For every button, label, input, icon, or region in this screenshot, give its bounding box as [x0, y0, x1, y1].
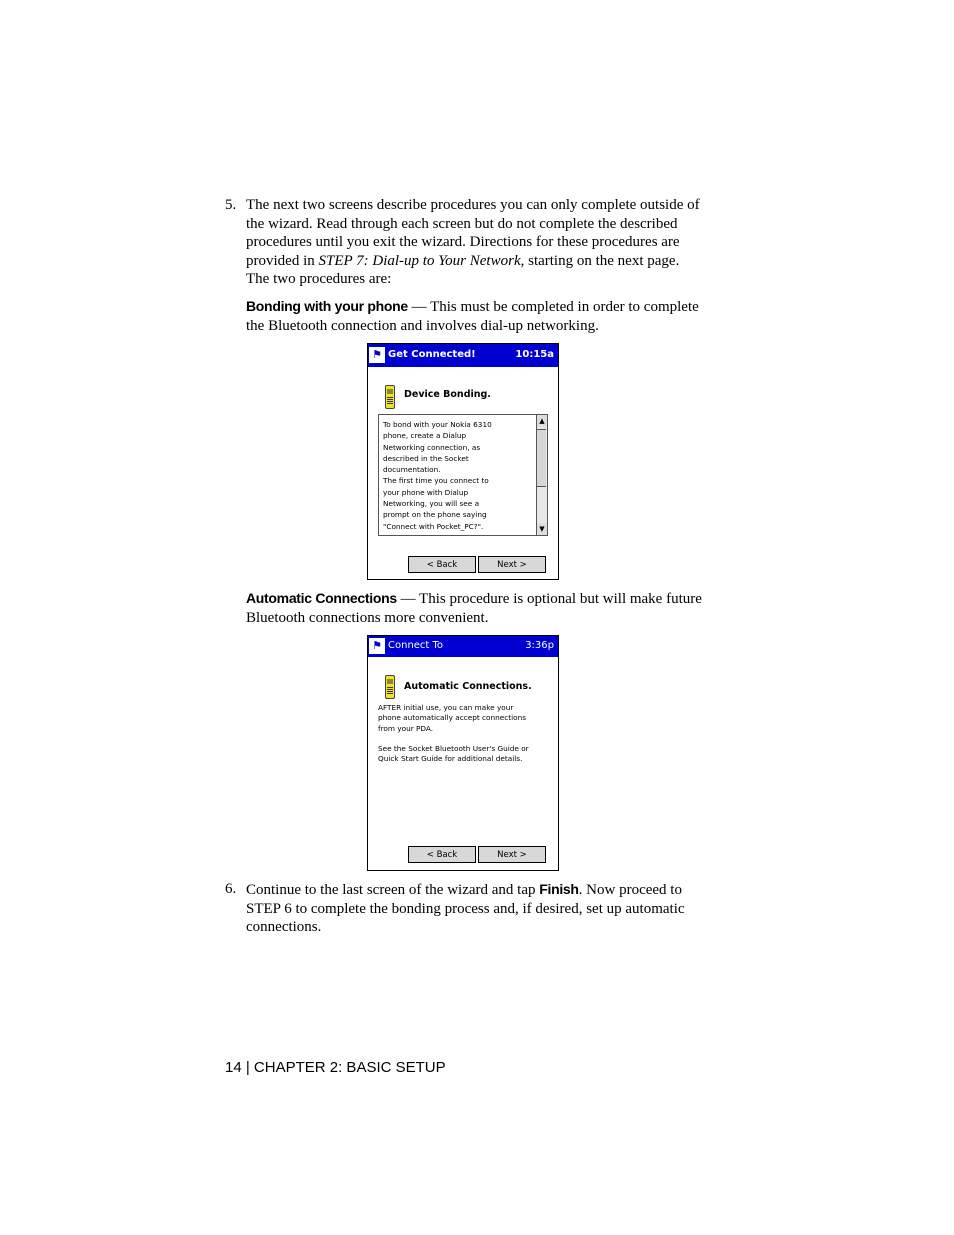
step-number: 5.: [225, 197, 237, 213]
clock: 3:36p: [525, 640, 554, 651]
next-button[interactable]: Next >: [478, 846, 546, 863]
automatic-paragraph: Automatic Connections — This procedure is optional but will make future Bluetooth connections more convenient.: [246, 590, 702, 626]
scrollbar[interactable]: [536, 415, 547, 535]
step-number: 6.: [225, 881, 237, 897]
clock: 10:15a: [515, 349, 554, 360]
bonding-label: Bonding with your phone: [246, 298, 408, 314]
title-bar: [368, 344, 558, 367]
automatic-label: Automatic Connections: [246, 590, 397, 606]
scroll-down-icon[interactable]: ▼: [537, 523, 547, 535]
bonding-paragraph: Bonding with your phone — This must be completed in order to complete the Bluetooth connection and involves dial-up networking.: [246, 298, 699, 334]
info-textbox[interactable]: [378, 414, 548, 536]
screen-heading: Device Bonding.: [404, 389, 491, 400]
step-text: The next two screens describe procedures you can only complete outside of the wizard. Read through each screen but do not complete the described procedures until you exit the wizard. Directions for these procedures are provided in STEP 7: Dial-up to Your Network, starting on the next page. The two procedures are:: [246, 197, 700, 287]
scroll-thumb[interactable]: [537, 429, 546, 487]
phone-icon: [385, 385, 395, 409]
step-text: Continue to the last screen of the wizard and tap Finish. Now proceed to STEP 6 to complete the bonding process and, if desired, set up automatic connections.: [246, 881, 685, 935]
window-title: Get Connected!: [388, 349, 476, 360]
page-footer: 14 | CHAPTER 2: BASIC SETUP: [225, 1059, 446, 1076]
screen-heading: Automatic Connections.: [404, 681, 532, 692]
start-menu-icon[interactable]: ⚑: [369, 347, 385, 363]
start-menu-icon[interactable]: ⚑: [369, 638, 385, 654]
finish-label: Finish: [539, 881, 579, 897]
device-bonding-screenshot: [367, 343, 559, 580]
step-reference: STEP 7: Dial-up to Your Network: [318, 252, 521, 269]
title-bar: [368, 636, 558, 657]
scroll-up-icon[interactable]: ▲: [537, 415, 547, 427]
info-text-2: See the Socket Bluetooth User's Guide or Quick Start Guide for additional details.: [378, 744, 529, 764]
window-title: Connect To: [388, 640, 444, 651]
back-button[interactable]: < Back: [408, 556, 476, 573]
next-button[interactable]: Next >: [478, 556, 546, 573]
info-text: To bond with your Nokia 6310 phone, create a Dialup Networking connection, as described in the Socket documentation. The first time you connect to your phone with Dialup Networking, you will see a prompt on the phone saying "Connect with Pocket_PC?".: [383, 420, 492, 531]
back-button[interactable]: < Back: [408, 846, 476, 863]
info-text-1: AFTER initial use, you can make your phone automatically accept connections from your PDA.: [378, 703, 527, 733]
automatic-connections-screenshot: [367, 635, 559, 871]
phone-icon: [385, 675, 395, 699]
